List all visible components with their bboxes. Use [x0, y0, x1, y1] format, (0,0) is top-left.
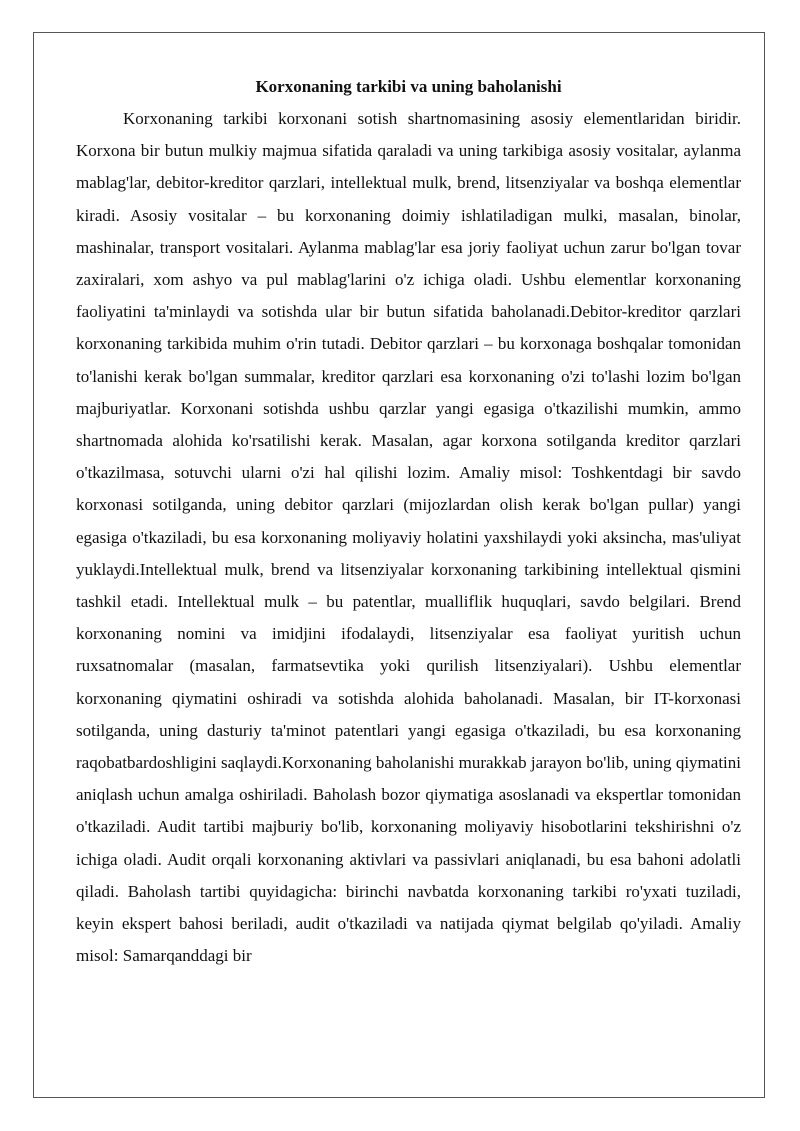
document-body-paragraph: Korxonaning tarkibi korxonani sotish shartnomasining asosiy elementlaridan biridir. Korxona bir butun mulkiy majmua sifatida qaraladi va uning tarkibiga asosiy vositalar, aylanma mablag'lar, debitor-kreditor qarzlari, intellektual mulk, brend, litsenziyalar va boshqa elementlar kiradi. Asosiy vositalar – bu korxonaning doimiy ishlatiladigan mulki, masalan, binolar, mashinalar, transport vositalari. Aylanma mablag'lar esa joriy faoliyat uchun zarur bo'lgan tovar zaxiralari, xom ashyo va pul mablag'larini o'z ichiga oladi. Ushbu elementlar korxonaning faoliyatini ta'minlaydi va sotishda ular bir butun sifatida baholanadi.Debitor-kreditor qarzlari korxonaning tarkibida muhim o'rin tutadi. Debitor qarzlari – bu korxonaga boshqalar tomonidan to'lanishi kerak bo'lgan summalar, kreditor qarzlari esa korxonaning o'zi to'lashi lozim bo'lgan majburiyatlar. Korxonani sotishda ushbu qarzlar yangi egasiga o'tkazilishi mumkin, ammo shartnomada alohida ko'rsatilishi kerak. Masalan, agar korxona sotilganda kreditor qarzlari o'tkazilmasa, sotuvchi ularni o'zi hal qilishi lozim. Amaliy misol: Toshkentdagi bir savdo korxonasi sotilganda, uning debitor qarzlari (mijozlardan olish kerak bo'lgan pullar) yangi egasiga o'tkaziladi, bu esa korxonaning moliyaviy holatini yaxshilaydi yoki aksincha, mas'uliyat yuklaydi.Intellektual mulk, brend va litsenziyalar korxonaning tarkibining intellektual qismini tashkil etadi. Intellektual mulk – bu patentlar, mualliflik huquqlari, savdo belgilari. Brend korxonaning nomini va imidjini ifodalaydi, litsenziyalar esa faoliyat yuritish uchun ruxsatnomalar (masalan, farmatsevtika yoki qurilish litsenziyalari). Ushbu elementlar korxonaning qiymatini oshiradi va sotishda alohida baholanadi. Masalan, bir IT-korxonasi sotilganda, uning dasturiy ta'minot patentlari yangi egasiga o'tkaziladi, bu esa korxonaning raqobatbardoshligini saqlaydi.Korxonaning baholanishi murakkab jarayon bo'lib, uning qiymatini aniqlash uchun amalga oshiriladi. Baholash bozor qiymatiga asoslanadi va ekspertlar tomonidan o'tkaziladi. Audit tartibi majburiy bo'lib, korxonaning moliyaviy hisobotlarini tekshirishni o'z ichiga oladi. Audit orqali korxonaning aktivlari va passivlari aniqlanadi, bu esa bahoni adolatli qiladi. Baholash tartibi quyidagicha: birinchi navbatda korxonaning tarkibi ro'yxati tuziladi, keyin ekspert bahosi beriladi, audit o'tkaziladi va natijada qiymat belgilab qo'yiladi. Amaliy misol: Samarqanddagi bir	[76, 109, 741, 966]
document-content	[76, 74, 741, 972]
document-title: Korxonaning tarkibi va uning baholanishi	[255, 77, 562, 96]
